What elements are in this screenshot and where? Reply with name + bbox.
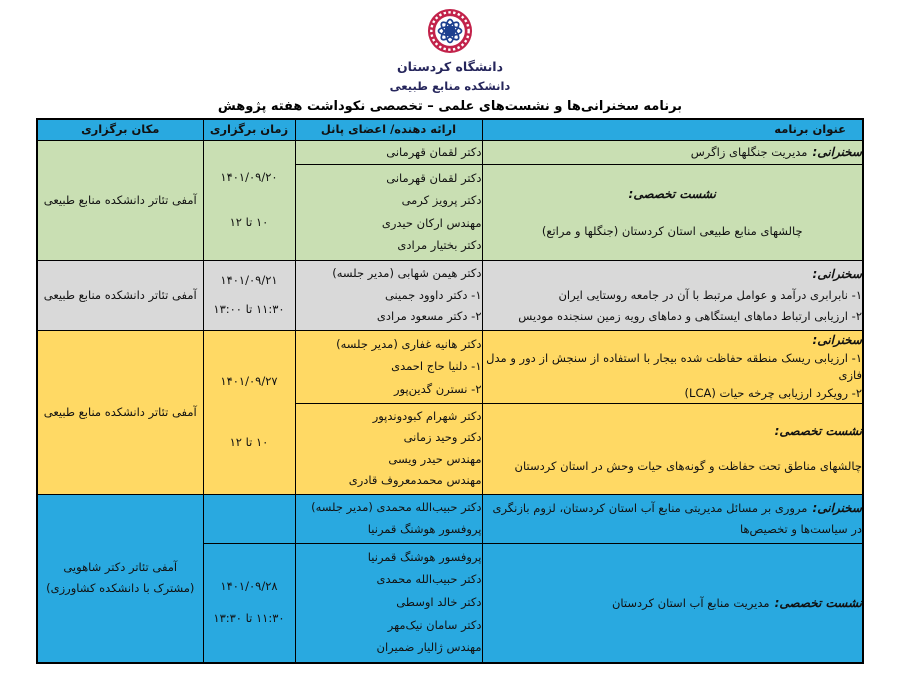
column-header-program-title: عنوان برنامه xyxy=(482,119,863,141)
presenters-cell xyxy=(295,331,482,404)
session-title-line: ۱- نابرابری درآمد و عوامل مرتبط با آن در جامعه روستایی ایران xyxy=(558,287,862,302)
presenter-name: دکتر پرویز کرمی xyxy=(401,193,482,208)
column-header-presenters: ارائه دهنده/ اعضای پانل xyxy=(295,119,482,141)
location-line: آمفی تئاتر دانشکده منابع طبیعی xyxy=(43,192,197,207)
session-title-line xyxy=(483,143,863,162)
university-logo-icon xyxy=(0,8,900,56)
presenter-name: دکتر لقمان قهرمانی xyxy=(386,144,482,159)
presenter-name: پروفسور هوشنگ قمرنیا xyxy=(367,522,482,537)
presenter-name: ۲- نسترن گدین‌پور xyxy=(393,381,482,396)
location-line: (مشترک با دانشکده کشاورزی) xyxy=(46,581,195,596)
presenter-name: دکتر هیمن شهابی (مدیر جلسه) xyxy=(332,265,482,280)
presenter-name: مهندس حیدر ویسی xyxy=(388,451,482,466)
program-title: برنامه سخنرانی‌ها و نشست‌های علمی – تخصصی نکوداشت هفته پژوهش xyxy=(217,99,683,114)
presenter-name: مهندس ژالیار ضمیران xyxy=(376,640,482,655)
session-title-line: ۱- ارزیابی ریسک منطقه حفاظت شده بیجار با استفاده از سنجش از دور و مدل فازی xyxy=(486,350,862,383)
location-cell xyxy=(37,261,203,331)
time-cell xyxy=(203,544,295,664)
table-row xyxy=(37,141,863,165)
session-date: ۱۴۰۱/۰۹/۲۷ xyxy=(220,374,278,389)
presenter-name: دکتر شهرام کبودوندپور xyxy=(372,408,482,423)
presenters-cell xyxy=(295,165,482,261)
session-type-label: سخنرانی: xyxy=(812,266,862,281)
session-title-line xyxy=(483,498,863,540)
session-title-cell xyxy=(482,165,863,261)
session-title-cell xyxy=(482,495,863,544)
session-hours: ۱۱:۳۰ تا ۱۳:۰۰ xyxy=(213,302,285,317)
session-type-label: نشست تخصصی: xyxy=(774,595,862,610)
time-cell xyxy=(203,261,295,331)
column-header-location: مکان برگزاری xyxy=(37,119,203,141)
location-line: آمفی تئاتر دانشکده منابع طبیعی xyxy=(43,404,197,419)
session-title-line: ۲- رویکرد ارزیابی چرخه حیات (LCA) xyxy=(684,386,862,401)
session-title-text: مدیریت جنگلهای زاگرس xyxy=(690,145,808,160)
column-header-time: زمان برگزاری xyxy=(203,119,295,141)
session-title-cell xyxy=(482,261,863,331)
time-cell xyxy=(203,141,295,261)
time-cell-empty xyxy=(203,495,295,544)
session-type-label: نشست تخصصی: xyxy=(628,186,716,201)
presenter-name: مهندس ارکان حیدری xyxy=(381,215,482,230)
table-row xyxy=(37,261,863,331)
presenter-name: دکتر حبیب‌الله محمدی (مدیر جلسه) xyxy=(311,500,482,515)
session-title-text: مدیریت منابع آب استان کردستان xyxy=(611,595,770,610)
presenter-name: دکتر وحید زمانی xyxy=(403,430,482,445)
presenter-name: پروفسور هوشنگ قمرنیا xyxy=(367,549,482,564)
session-type-label: سخنرانی: xyxy=(812,333,862,347)
presenters-cell xyxy=(295,261,482,331)
session-title-line xyxy=(483,594,863,613)
session-title-cell xyxy=(482,141,863,165)
presenter-name: ۱- دکتر داوود جمینی xyxy=(384,287,482,302)
session-date: ۱۴۰۱/۰۹/۲۸ xyxy=(220,579,278,594)
schedule-table xyxy=(36,118,864,664)
location-line: آمفی تئاتر دکتر شاهویی xyxy=(63,560,178,575)
location-cell xyxy=(37,331,203,495)
session-title-cell xyxy=(482,404,863,495)
time-cell xyxy=(203,331,295,495)
presenters-cell xyxy=(295,544,482,664)
presenter-name: دکتر هانیه غفاری (مدیر جلسه) xyxy=(336,336,482,351)
university-name: دانشگاه کردستان xyxy=(396,59,504,74)
presenters-cell xyxy=(295,495,482,544)
session-title-line: ۲- ارزیابی ارتباط دماهای ایستگاهی و دماهای رویه زمین سنجنده مودیس xyxy=(518,309,862,324)
session-title-text: مروری بر مسائل مدیریتی منابع آب استان کردستان، لزوم بازنگری در سیاست‌ها و تخصیص‌ها xyxy=(492,500,862,537)
presenter-name: دکتر حبیب‌الله محمدی xyxy=(376,572,482,587)
presenter-name: دکتر سامان نیک‌مهر xyxy=(387,617,482,632)
table-header-row xyxy=(37,119,863,141)
session-hours: ۱۰ تا ۱۲ xyxy=(229,434,269,449)
presenters-cell xyxy=(295,404,482,495)
session-date: ۱۴۰۱/۰۹/۲۱ xyxy=(220,273,278,288)
faculty-name: دانشکده منابع طبیعی xyxy=(389,79,511,93)
presenter-name: ۱- دلنیا حاج احمدی xyxy=(391,359,482,374)
presenter-name: دکتر بختیار مرادی xyxy=(397,238,482,253)
table-row xyxy=(37,331,863,404)
presenters-cell xyxy=(295,141,482,165)
location-cell xyxy=(37,495,203,664)
session-hours: ۱۱:۳۰ تا ۱۳:۳۰ xyxy=(213,611,285,626)
session-date: ۱۴۰۱/۰۹/۲۰ xyxy=(220,169,278,184)
table-row xyxy=(37,495,863,544)
location-cell xyxy=(37,141,203,261)
session-title-cell xyxy=(482,544,863,664)
location-line: آمفی تئاتر دانشکده منابع طبیعی xyxy=(43,287,197,302)
presenter-name: ۲- دکتر مسعود مرادی xyxy=(376,309,482,324)
session-title-line: چالشهای منابع طبیعی استان کردستان (جنگلها و مراتع) xyxy=(541,223,803,238)
session-hours: ۱۰ تا ۱۲ xyxy=(229,215,269,230)
session-type-label: نشست تخصصی: xyxy=(774,423,862,438)
document-header xyxy=(0,0,900,114)
session-title-cell xyxy=(482,331,863,404)
presenter-name: دکتر لقمان قهرمانی xyxy=(386,170,482,185)
session-type-label: سخنرانی: xyxy=(812,500,862,515)
session-title-line: چالشهای مناطق تحت حفاظت و گونه‌های حیات وحش در استان کردستان xyxy=(514,459,862,474)
presenter-name: دکتر خالد اوسطی xyxy=(396,595,482,610)
session-type-label: سخنرانی: xyxy=(812,145,862,160)
presenter-name: مهندس محمدمعروف قادری xyxy=(348,473,482,488)
